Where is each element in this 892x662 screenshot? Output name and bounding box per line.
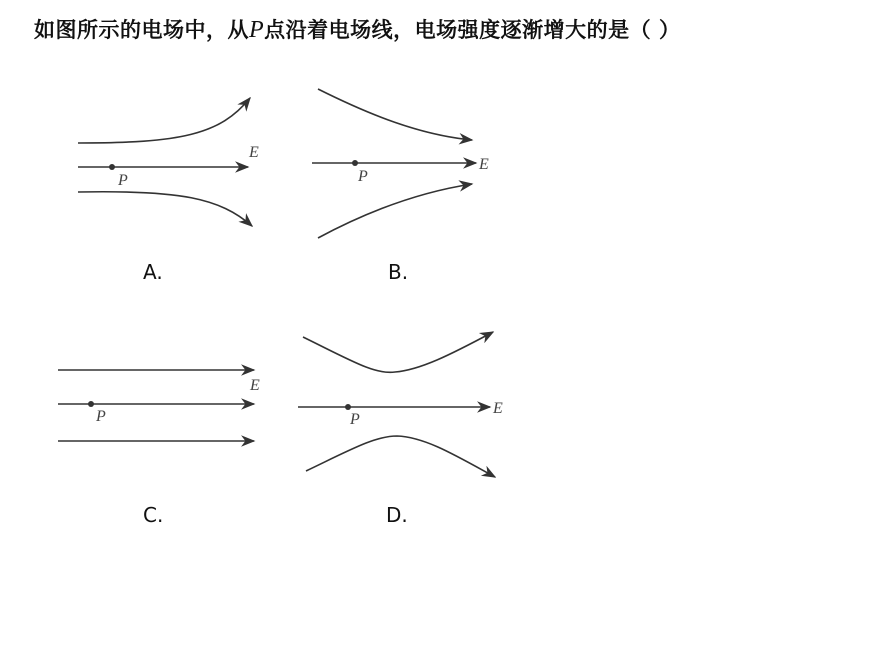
point-p-marker xyxy=(88,401,94,407)
point-p-marker xyxy=(345,404,351,410)
label-e: E xyxy=(250,377,260,394)
label-p: P xyxy=(96,408,106,425)
figure-b xyxy=(300,80,530,250)
field-line-lower xyxy=(78,192,252,226)
option-c-label[interactable]: C. xyxy=(143,503,164,527)
option-a-label[interactable]: A. xyxy=(143,260,163,284)
label-e: E xyxy=(249,144,259,161)
point-p-marker xyxy=(352,160,358,166)
field-line-upper xyxy=(318,89,472,140)
figure-d xyxy=(290,320,530,490)
field-line-lower xyxy=(306,436,495,477)
figure-a xyxy=(60,80,290,250)
field-line-upper xyxy=(303,332,493,372)
question-text xyxy=(34,14,680,44)
label-p: P xyxy=(358,168,368,185)
label-e: E xyxy=(493,400,503,417)
figure-c xyxy=(48,350,288,460)
label-e: E xyxy=(479,156,489,173)
point-variable: P xyxy=(249,17,265,43)
field-line-lower xyxy=(318,184,472,238)
option-d-label[interactable]: D. xyxy=(386,503,408,527)
option-b-label[interactable]: B. xyxy=(388,260,409,284)
label-p: P xyxy=(350,411,360,428)
point-p-marker xyxy=(109,164,115,170)
question-suffix: 点沿着电场线，电场强度逐渐增大的是（ ） xyxy=(264,17,681,42)
field-line-upper xyxy=(78,98,250,143)
label-p: P xyxy=(118,172,128,189)
question-prefix: 如图所示的电场中，从 xyxy=(34,17,249,42)
